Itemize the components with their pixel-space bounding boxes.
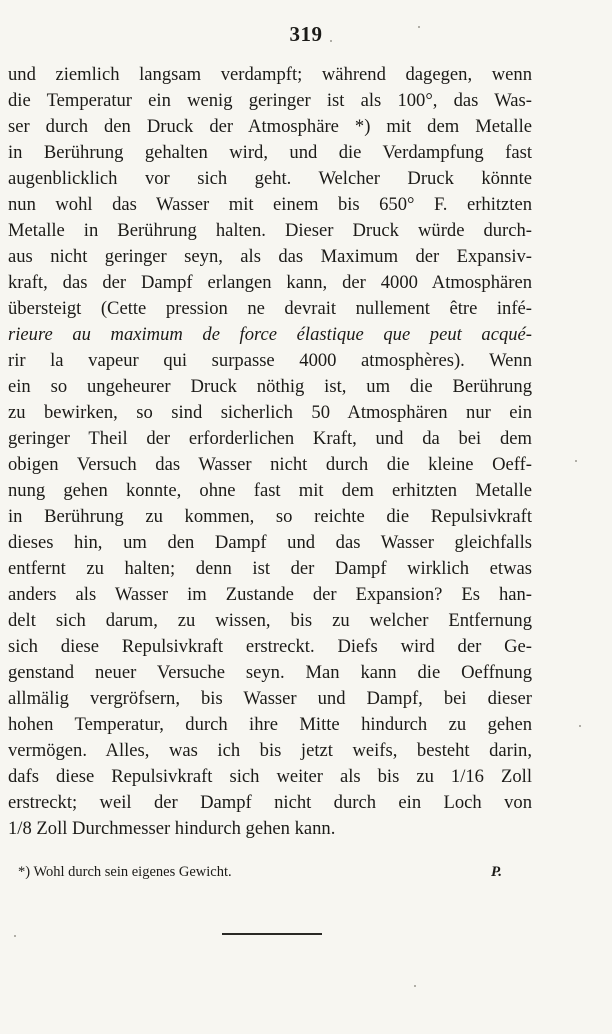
footnote xyxy=(18,862,502,882)
text-line: in Berührung gehalten wird, und die Verdampfung fast xyxy=(8,142,532,163)
footnote-signature: P. xyxy=(491,864,502,880)
text-line: nun wohl das Wasser mit einem bis 650° F. erhitzten xyxy=(8,194,532,215)
text-line: entfernt zu halten; denn ist der Dampf wirklich etwas xyxy=(8,558,532,579)
paper-speck xyxy=(575,460,577,462)
text-line: ser durch den Druck der Atmosphäre *) mit dem Metalle xyxy=(8,116,532,137)
text-line: anders als Wasser im Zustande der Expansion? Es han- xyxy=(8,584,532,605)
end-rule xyxy=(222,933,322,935)
text-line: aus nicht geringer seyn, als das Maximum der Expansiv- xyxy=(8,246,532,267)
text-line: vermögen. Alles, was ich bis jetzt weifs, besteht darin, xyxy=(8,740,532,761)
text-line: in Berührung zu kommen, so reichte die Repulsivkraft xyxy=(8,506,532,527)
text-line: dafs diese Repulsivkraft sich weiter als bis zu 1/16 Zoll xyxy=(8,766,532,787)
paper-speck xyxy=(330,40,332,42)
paper-speck xyxy=(418,26,420,28)
footnote-text: *) Wohl durch sein eigenes Gewicht. xyxy=(18,864,232,880)
text-line: übersteigt (Cette pression ne devrait nullement être infé- xyxy=(8,298,532,319)
text-line: allmälig vergröfsern, bis Wasser und Dampf, bei dieser xyxy=(8,688,532,709)
text-line: Metalle in Berührung halten. Dieser Druck würde durch- xyxy=(8,220,532,241)
text-line-last: 1/8 Zoll Durchmesser hindurch gehen kann. xyxy=(8,818,336,839)
text-line: geringer Theil der erforderlichen Kraft, und da bei dem xyxy=(8,428,532,449)
paper-speck xyxy=(14,935,16,937)
body-text xyxy=(8,62,532,842)
text-line: obigen Versuch das Wasser nicht durch die kleine Oeff- xyxy=(8,454,532,475)
text-line: dieses hin, um den Dampf und das Wasser gleichfalls xyxy=(8,532,532,553)
text-line: und ziemlich langsam verdampft; während dagegen, wenn xyxy=(8,64,532,85)
text-line: rir la vapeur qui surpasse 4000 atmosphères). Wenn xyxy=(8,350,532,371)
page-number: 319 xyxy=(289,22,323,46)
text-line-french-quote: rieure au maximum de force élastique que peut acqué- xyxy=(8,324,532,345)
text-line: die Temperatur ein wenig geringer ist als 100°, das Was- xyxy=(8,90,532,111)
paper-speck xyxy=(579,725,581,727)
text-line: augenblicklich vor sich geht. Welcher Druck könnte xyxy=(8,168,532,189)
text-line: genstand neuer Versuche seyn. Man kann die Oeffnung xyxy=(8,662,532,683)
text-line: zu bewirken, so sind sicherlich 50 Atmosphären nur ein xyxy=(8,402,532,423)
text-line: delt sich darum, zu wissen, bis zu welcher Entfernung xyxy=(8,610,532,631)
paper-speck xyxy=(414,985,416,987)
text-line: hohen Temperatur, durch ihre Mitte hindurch zu gehen xyxy=(8,714,532,735)
text-line: sich diese Repulsivkraft erstreckt. Diefs wird der Ge- xyxy=(8,636,532,657)
text-line: erstreckt; weil der Dampf nicht durch ein Loch von xyxy=(8,792,532,813)
text-line: nung gehen konnte, ohne fast mit dem erhitzten Metalle xyxy=(8,480,532,501)
text-line: ein so ungeheurer Druck nöthig ist, um die Berührung xyxy=(8,376,532,397)
text-line: kraft, das der Dampf erlangen kann, der 4000 Atmosphären xyxy=(8,272,532,293)
